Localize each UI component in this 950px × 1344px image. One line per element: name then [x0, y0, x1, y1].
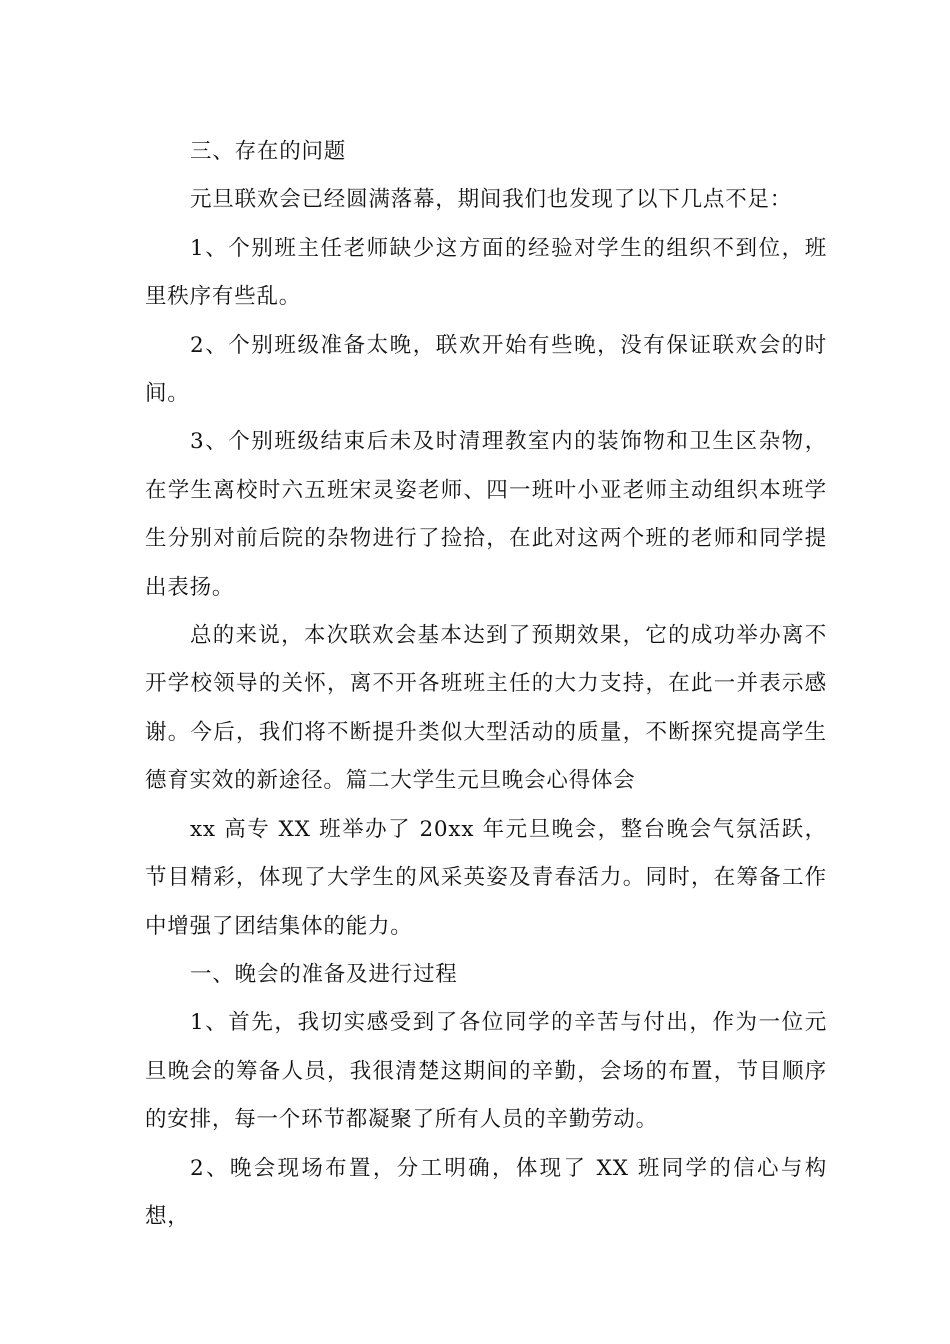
- document-body: [145, 128, 827, 1241]
- paragraph-prep-item-1: 1、首先，我切实感受到了各位同学的辛苦与付出，作为一位元旦晚会的筹备人员，我很清楚这期间的辛勤，会场的布置，节目顺序的安排，每一个环节都凝聚了所有人员的辛勤劳动。: [145, 1010, 827, 1133]
- paragraph-party-intro: xx 高专 XX 班举办了 20xx 年元旦晚会，整台晚会气氛活跃，节目精彩，体现了大学生的风采英姿及青春活力。同时，在筹备工作中增强了团结集体的能力。: [145, 816, 827, 939]
- section-heading-problems: 三、存在的问题: [190, 139, 347, 164]
- section-heading-preparation: 一、晚会的准备及进行过程: [190, 961, 458, 987]
- paragraph-item-1: 1、个别班主任老师缺少这方面的经验对学生的组织不到位，班里秩序有些乱。: [145, 235, 827, 310]
- paragraph-prep-item-2: 2、晚会现场布置，分工明确，体现了 XX 班同学的信心与构想，: [145, 1155, 827, 1229]
- paragraph-summary: 总的来说，本次联欢会基本达到了预期效果，它的成功举办离不开学校领导的关怀，离不开各班班主任的大力支持，在此一并表示感谢。今后，我们将不断提升类似大型活动的质量，不断探究提高学生德育实效的新途径。篇二大学生元旦晚会心得体会: [145, 623, 827, 794]
- paragraph-intro-shortcomings: 元旦联欢会已经圆满落幕，期间我们也发现了以下几点不足：: [190, 187, 793, 213]
- paragraph-item-3: 3、个别班级结束后未及时清理教室内的装饰物和卫生区杂物，在学生离校时六五班宋灵姿老师、四一班叶小亚老师主动组织本班学生分别对前后院的杂物进行了捡拾，在此对这两个班的老师和同学提出表扬。: [145, 429, 827, 600]
- paragraph-item-2: 2、个别班级准备太晚，联欢开始有些晚，没有保证联欢会的时间。: [145, 332, 827, 407]
